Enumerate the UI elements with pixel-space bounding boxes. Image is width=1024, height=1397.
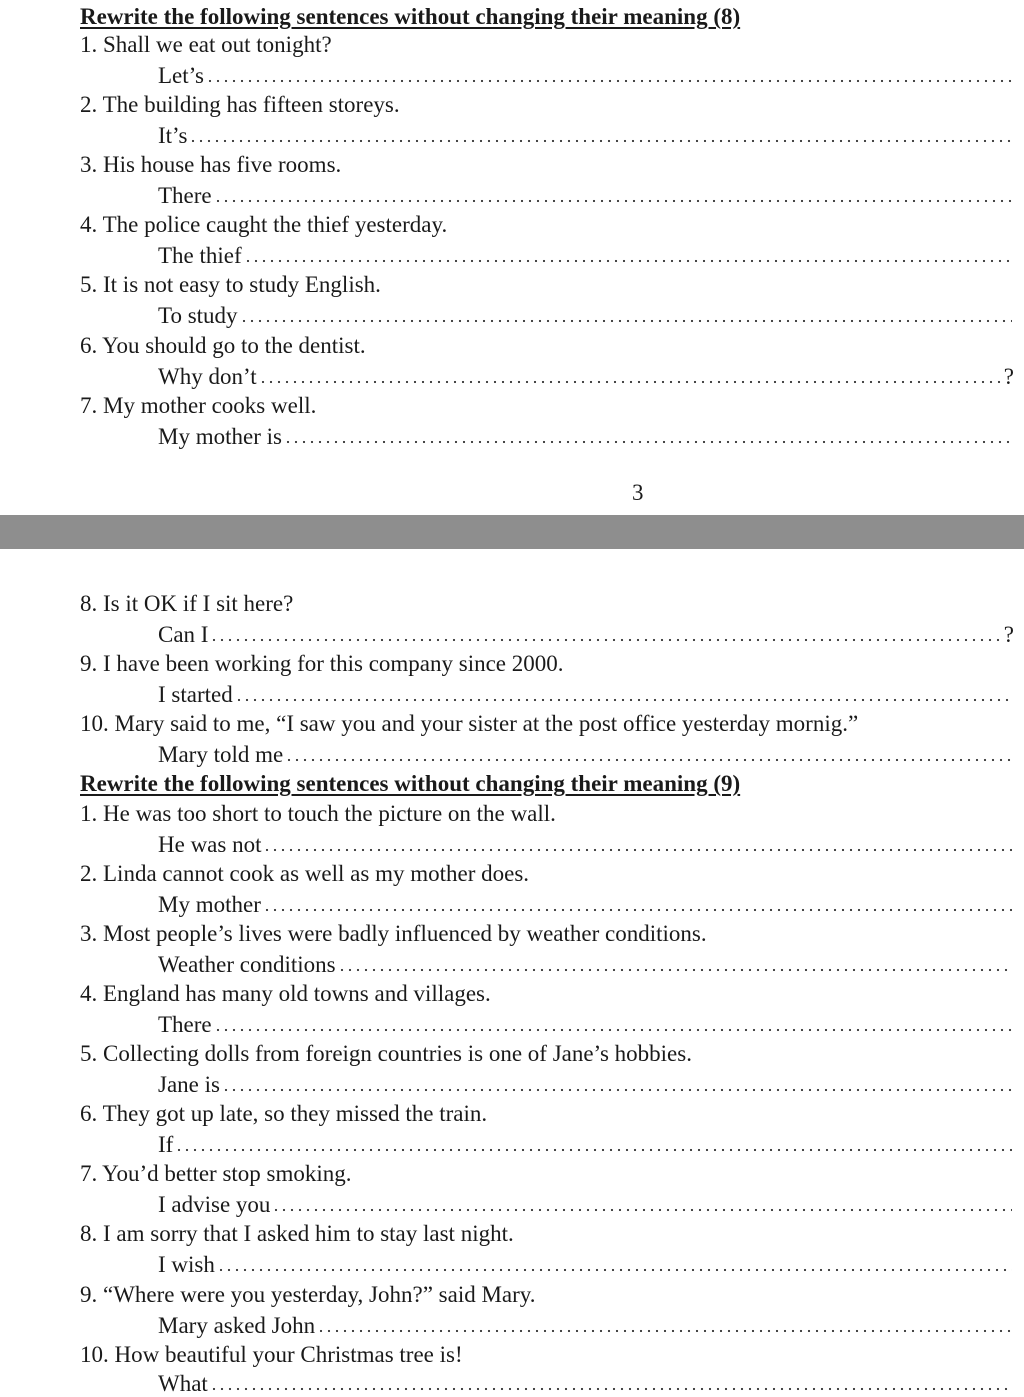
question-item: 2. Linda cannot cook as well as my mother does.	[80, 861, 530, 886]
question-item: 4. England has many old towns and villages.	[80, 981, 491, 1006]
answer-line[interactable]	[158, 951, 1014, 977]
answer-prompt: What	[158, 1370, 208, 1396]
answer-prompt: Why don’t	[158, 363, 257, 389]
dotted-blank[interactable]	[272, 1191, 1012, 1212]
answer-prompt: If	[158, 1131, 174, 1157]
answer-prompt: He was not	[158, 831, 262, 857]
answer-prompt: To study	[158, 302, 238, 328]
answer-prompt: Jane is	[158, 1071, 220, 1097]
answer-line[interactable]	[158, 831, 1014, 857]
question-item: 9. I have been working for this company since 2000.	[80, 651, 564, 676]
section-heading-8: Rewrite the following sentences without changing their meaning (8)	[80, 4, 741, 29]
answer-prompt: There	[158, 182, 212, 208]
answer-line[interactable]	[158, 1071, 1014, 1097]
answer-line[interactable]	[158, 423, 1014, 449]
dotted-blank[interactable]	[217, 1251, 1012, 1272]
answer-line[interactable]	[158, 363, 1014, 389]
question-item: 8. Is it OK if I sit here?	[80, 591, 294, 616]
answer-prompt: I wish	[158, 1251, 215, 1277]
answer-line[interactable]	[158, 1251, 1014, 1277]
answer-line[interactable]	[158, 242, 1014, 268]
answer-line[interactable]	[158, 1370, 1014, 1396]
answer-prompt: Weather conditions	[158, 951, 336, 977]
answer-prompt: There	[158, 1011, 212, 1037]
dotted-blank[interactable]	[317, 1312, 1012, 1333]
answer-line[interactable]	[158, 1191, 1014, 1217]
dotted-blank[interactable]	[210, 1370, 1012, 1391]
section-heading-9: Rewrite the following sentences without changing their meaning (9)	[80, 771, 741, 796]
question-item: 6. You should go to the dentist.	[80, 333, 366, 358]
answer-line[interactable]	[158, 891, 1014, 917]
answer-prompt: My mother	[158, 891, 261, 917]
answer-prompt: Can I	[158, 621, 209, 647]
answer-line[interactable]	[158, 1131, 1014, 1157]
question-item: 5. It is not easy to study English.	[80, 272, 381, 297]
answer-prompt: It’s	[158, 122, 188, 148]
page-divider	[0, 515, 1024, 549]
question-item: 1. Shall we eat out tonight?	[80, 32, 332, 57]
dotted-blank[interactable]	[235, 681, 1012, 702]
dotted-blank[interactable]	[284, 423, 1012, 444]
worksheet-page-top	[0, 0, 1024, 515]
question-item: 8. I am sorry that I asked him to stay last night.	[80, 1221, 514, 1246]
answer-line[interactable]	[158, 621, 1014, 647]
page-number: 3	[632, 480, 644, 505]
dotted-blank[interactable]	[263, 831, 1012, 852]
answer-prompt: Mary told me	[158, 741, 284, 767]
question-item: 10. How beautiful your Christmas tree is!	[80, 1342, 463, 1367]
worksheet-page-bottom	[0, 549, 1024, 1396]
dotted-blank[interactable]	[285, 741, 1012, 762]
answer-line[interactable]	[158, 62, 1014, 88]
dotted-blank[interactable]	[244, 242, 1012, 263]
answer-prompt: My mother is	[158, 423, 282, 449]
question-item: 3. Most people’s lives were badly influenced by weather conditions.	[80, 921, 707, 946]
question-item: 4. The police caught the thief yesterday.	[80, 212, 448, 237]
question-item: 1. He was too short to touch the picture on the wall.	[80, 801, 556, 826]
answer-prompt: I advise you	[158, 1191, 271, 1217]
answer-line[interactable]	[158, 1312, 1014, 1338]
question-item: 6. They got up late, so they missed the train.	[80, 1101, 488, 1126]
answer-prompt: I started	[158, 681, 233, 707]
question-item: 7. My mother cooks well.	[80, 393, 317, 418]
answer-end-mark: ?	[1003, 363, 1014, 389]
question-item: 3. His house has five rooms.	[80, 152, 342, 177]
question-item: 7. You’d better stop smoking.	[80, 1161, 352, 1186]
answer-line[interactable]	[158, 182, 1014, 208]
dotted-blank[interactable]	[263, 891, 1012, 912]
question-item: 10. Mary said to me, “I saw you and your sister at the post office yesterday mornig.”	[80, 711, 859, 736]
question-item: 2. The building has fifteen storeys.	[80, 92, 400, 117]
dotted-blank[interactable]	[259, 363, 1002, 384]
answer-end-mark: ?	[1003, 621, 1014, 647]
dotted-blank[interactable]	[189, 122, 1012, 143]
dotted-blank[interactable]	[175, 1131, 1012, 1152]
answer-prompt: Let’s	[158, 62, 204, 88]
dotted-blank[interactable]	[214, 1011, 1012, 1032]
answer-prompt: Mary asked John	[158, 1312, 316, 1338]
answer-line[interactable]	[158, 681, 1014, 707]
answer-line[interactable]	[158, 122, 1014, 148]
dotted-blank[interactable]	[206, 62, 1012, 83]
answer-line[interactable]	[158, 302, 1014, 328]
dotted-blank[interactable]	[240, 302, 1012, 323]
dotted-blank[interactable]	[210, 621, 1001, 642]
answer-line[interactable]	[158, 741, 1014, 767]
question-item: 9. “Where were you yesterday, John?” said Mary.	[80, 1282, 536, 1307]
dotted-blank[interactable]	[338, 951, 1012, 972]
answer-line[interactable]	[158, 1011, 1014, 1037]
answer-prompt: The thief	[158, 242, 242, 268]
dotted-blank[interactable]	[214, 182, 1012, 203]
dotted-blank[interactable]	[222, 1071, 1012, 1092]
question-item: 5. Collecting dolls from foreign countries is one of Jane’s hobbies.	[80, 1041, 692, 1066]
